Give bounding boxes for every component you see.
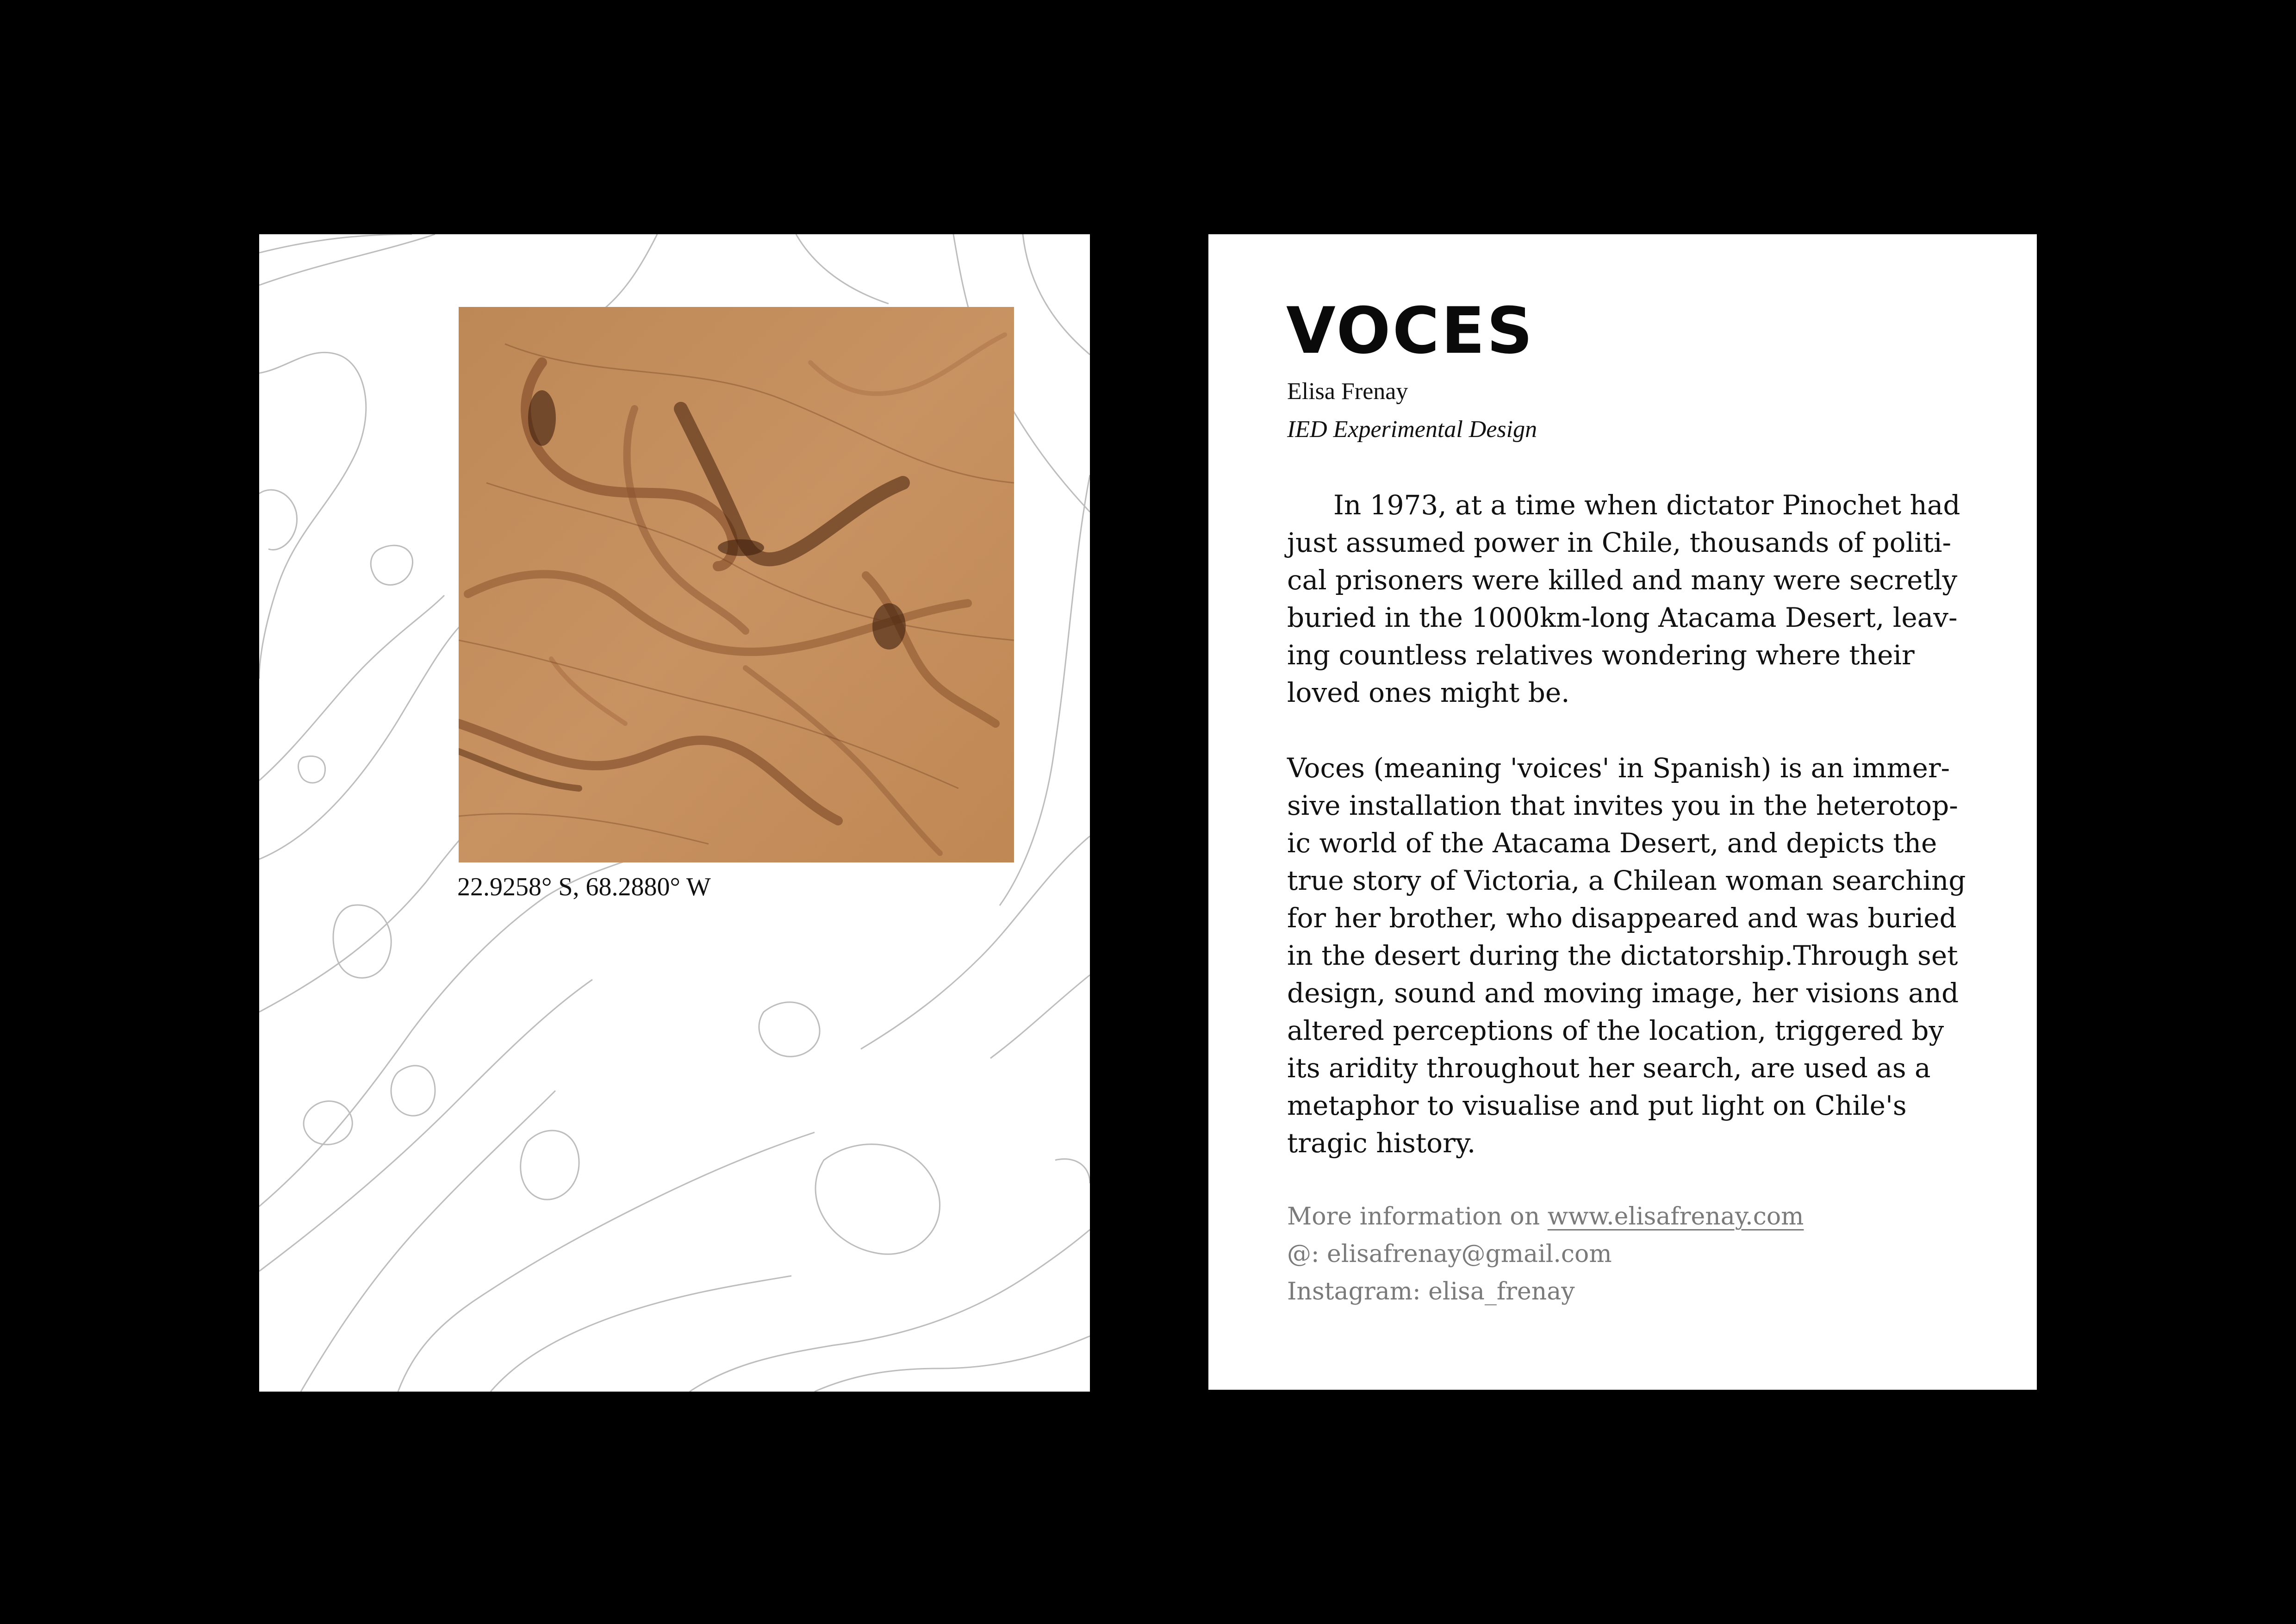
affiliation: IED Experimental Design [1287,416,1537,443]
terrain-photo [459,307,1014,862]
paragraph-line: ing countless relatives wondering where their [1287,639,1915,671]
paragraph-line: its aridity throughout her search, are used as a [1287,1052,1931,1084]
paragraph-line: design, sound and moving image, her visions and [1287,977,1959,1009]
paragraph-line: loved ones might be. [1287,677,1570,708]
project-title: VOCES [1286,294,1535,368]
website-link[interactable]: www.elisafrenay.com [1547,1203,1804,1230]
author-name: Elisa Frenay [1287,378,1408,405]
paragraph-line: metaphor to visualise and put light on Chile's [1287,1090,1907,1121]
paragraph-line: cal prisoners were killed and many were secretly [1287,564,1958,596]
email-contact: @: elisafrenay@gmail.com [1287,1240,1612,1268]
paragraph-line: In 1973, at a time when dictator Pinochet had [1333,489,1960,521]
contact-info [1287,1198,1804,1311]
paragraph-line: altered perceptions of the location, triggered by [1287,1015,1944,1046]
description-paragraph [1287,750,1966,1162]
more-info-prefix: More information on [1287,1203,1548,1230]
intro-paragraph [1287,487,1958,712]
paragraph-line: Voces (meaning 'voices' in Spanish) is an immer- [1287,752,1950,784]
paragraph-line: sive installation that invites you in the heterotop- [1287,790,1958,821]
paragraph-line: buried in the 1000km-long Atacama Desert, leav- [1287,602,1958,633]
paragraph-line: in the desert during the dictatorship.Through set [1287,940,1958,971]
right-card [1208,234,2037,1390]
paragraph-line: just assumed power in Chile, thousands of politi- [1287,527,1952,558]
paragraph-line: tragic history. [1287,1127,1476,1159]
coordinates-caption: 22.9258° S, 68.2880° W [457,873,711,901]
left-card [259,234,1090,1392]
paragraph-line: for her brother, who disappeared and was buried [1287,902,1957,934]
paragraph-line: true story of Victoria, a Chilean woman searching [1287,865,1966,896]
instagram-contact: Instagram: elisa_frenay [1287,1278,1575,1305]
more-info-row [1287,1198,1804,1236]
paragraph-line: ic world of the Atacama Desert, and depicts the [1287,827,1937,859]
